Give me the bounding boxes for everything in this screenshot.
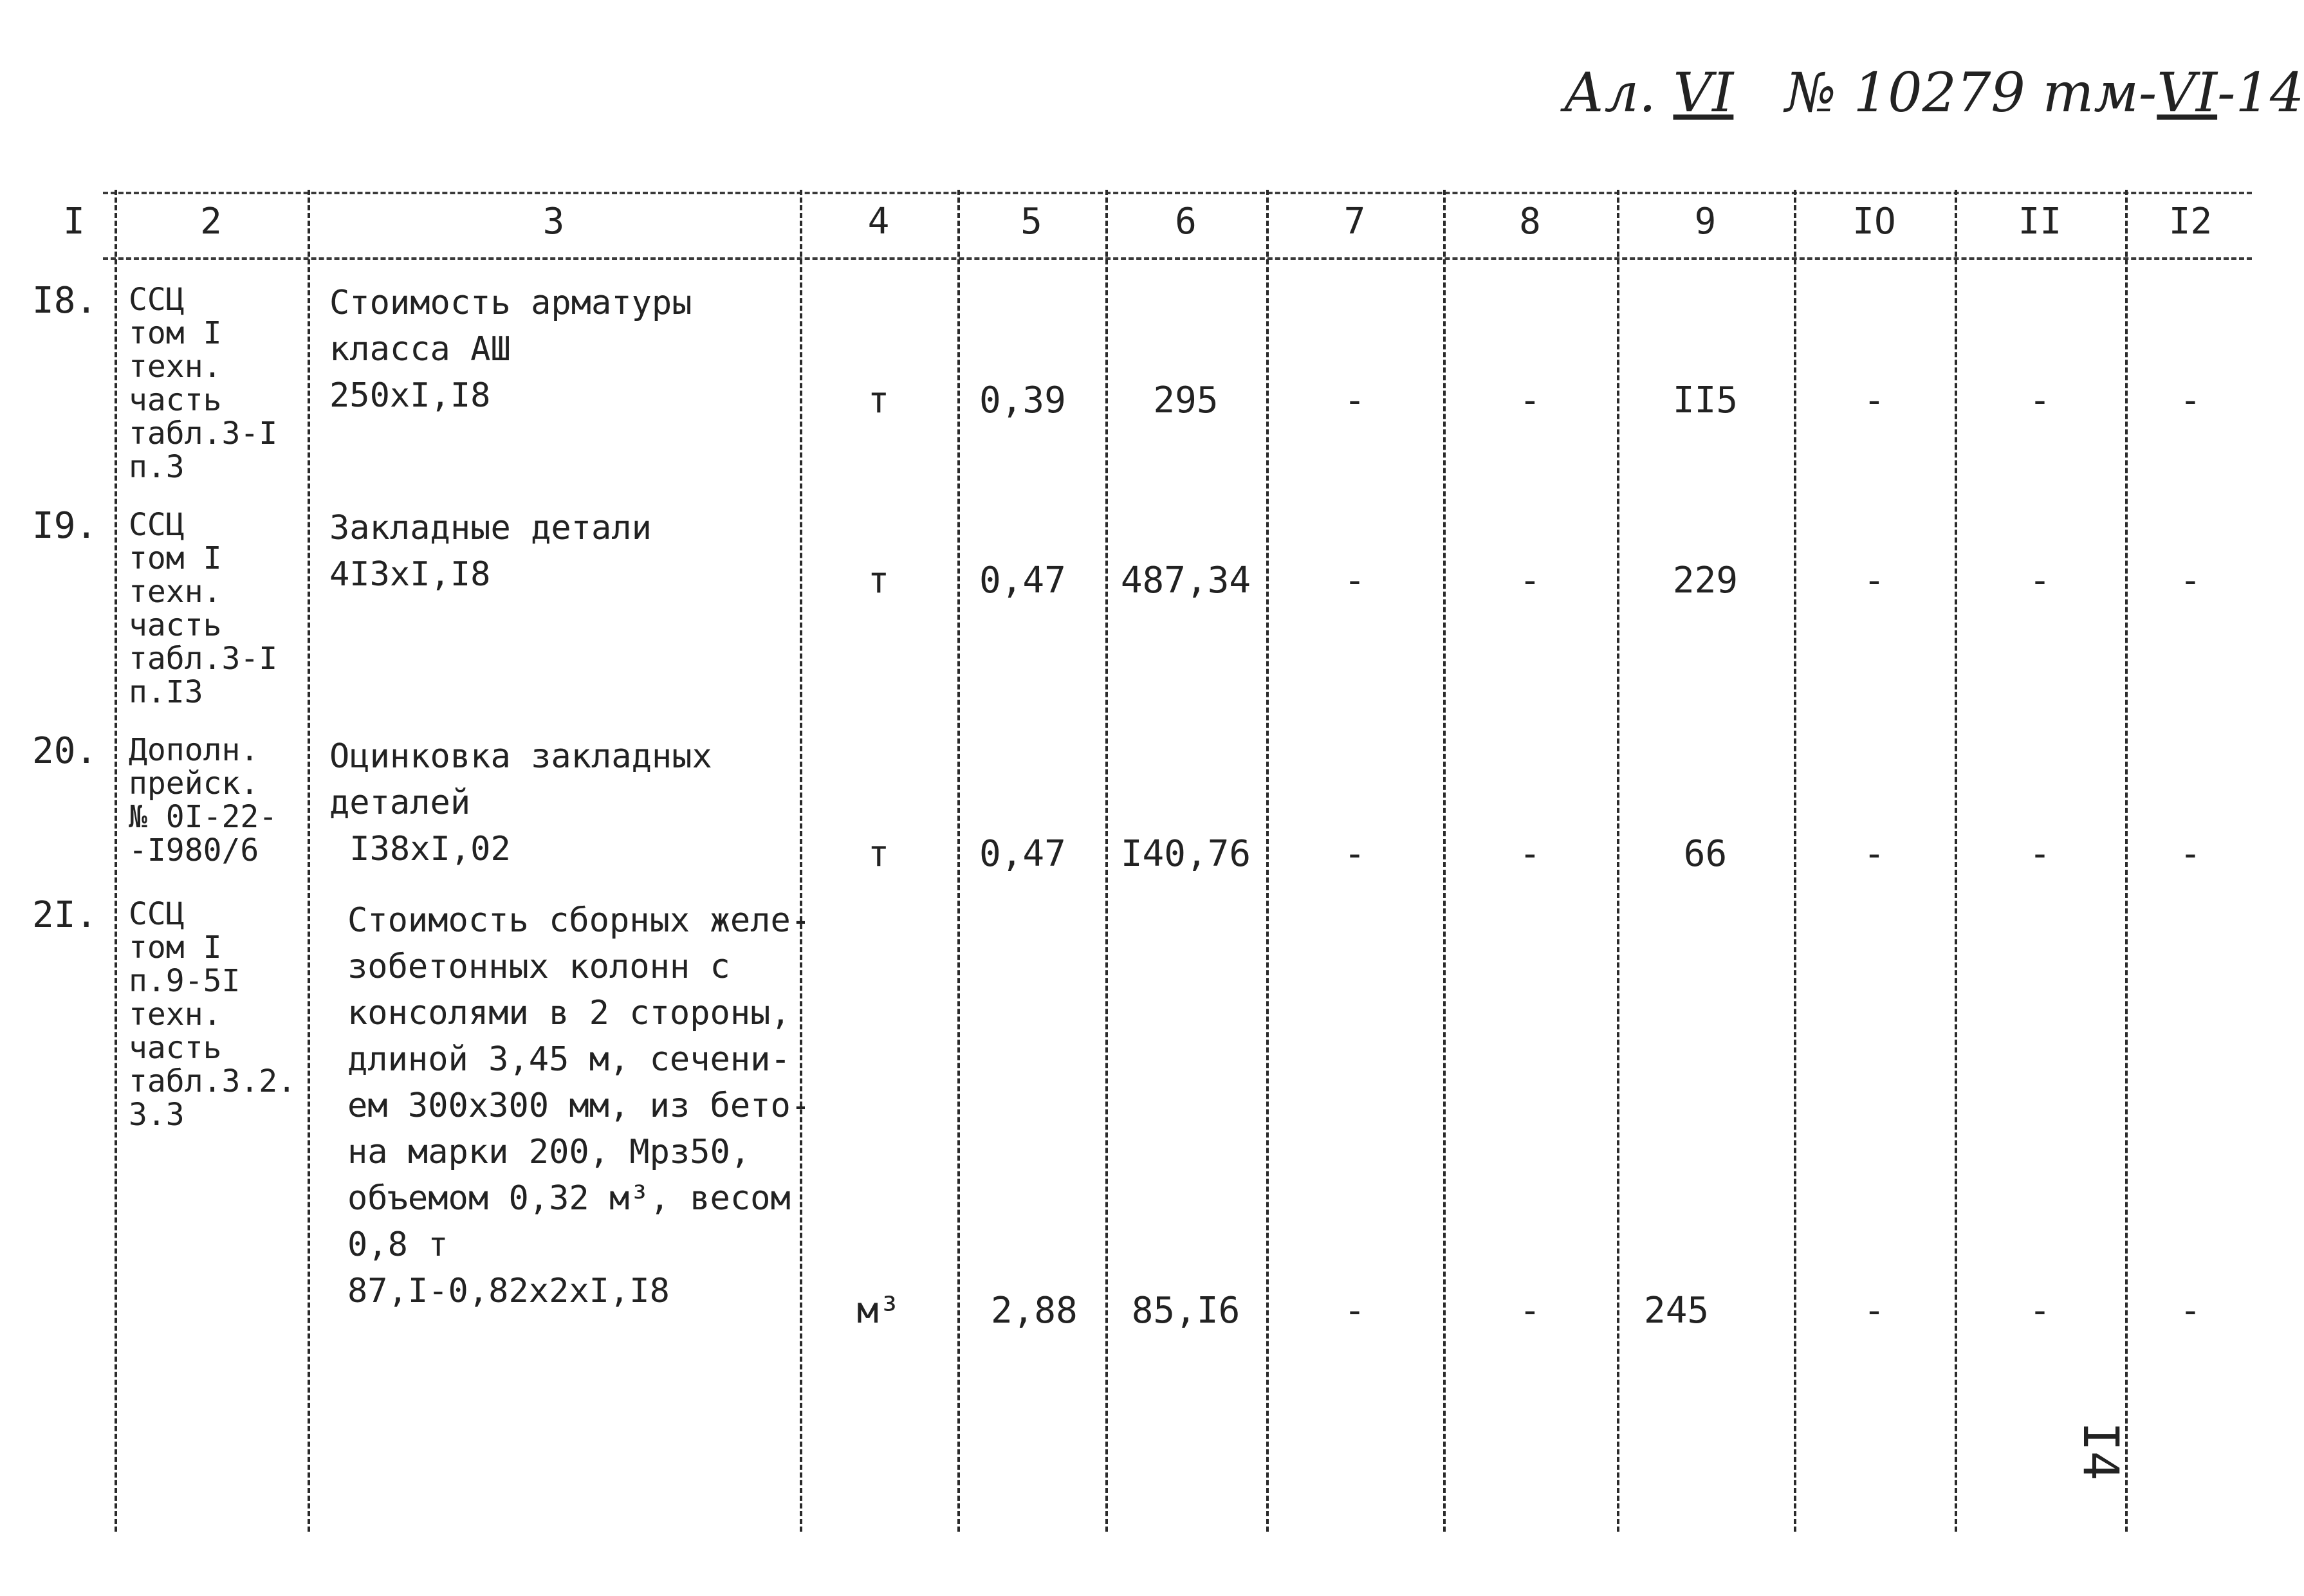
row-unit: т	[867, 833, 890, 875]
ref-sheet: VI	[1673, 61, 1734, 124]
row-col9: 66	[1683, 833, 1728, 875]
row-number: 20.	[32, 730, 98, 772]
ref-suffix: -14	[2217, 61, 2304, 124]
column-header-12: I2	[2168, 201, 2213, 243]
column-header-4: 4	[867, 201, 890, 243]
ref-sheet-2: VI	[2157, 61, 2218, 124]
row-source: ССЦ том I техн. часть табл.3-I п.3	[129, 282, 278, 485]
row-source: ССЦ том I техн. часть табл.3-I п.I3	[129, 507, 278, 710]
row-col9: 229	[1672, 560, 1738, 601]
row-col9: 245	[1644, 1290, 1710, 1332]
row-unit: т	[867, 380, 890, 421]
table-top-rule	[103, 192, 2252, 194]
row-unit: т	[867, 560, 890, 601]
row-col10: -	[1863, 560, 1885, 601]
row-col5: 0,39	[979, 380, 1066, 421]
column-header-7: 7	[1343, 201, 1366, 243]
column-header-10: IO	[1852, 201, 1896, 243]
row-col11: -	[2029, 380, 2051, 421]
column-header-2: 2	[200, 201, 222, 243]
ref-number: № 10279 тм-	[1785, 61, 2157, 124]
column-header-9: 9	[1694, 201, 1717, 243]
handwritten-sheet-reference	[1563, 61, 2304, 124]
row-col8: -	[1519, 833, 1541, 875]
row-col12: -	[2179, 833, 2202, 875]
row-col12: -	[2179, 1290, 2202, 1332]
row-col7: -	[1343, 560, 1366, 601]
row-col6: 85,I6	[1131, 1290, 1240, 1332]
row-source: ССЦ том I п.9-5I техн. часть табл.3.2. 3.3	[129, 896, 297, 1133]
column-divider	[957, 190, 960, 1532]
row-col5: 0,47	[979, 560, 1066, 601]
row-col11: -	[2029, 1290, 2051, 1332]
row-col5: 2,88	[991, 1290, 1078, 1332]
row-description: Стоимость арматуры класса АШ 250хI,I8	[329, 284, 692, 415]
row-col12: -	[2179, 380, 2202, 421]
row-description: Закладные детали 4I3хI,I8	[329, 509, 652, 594]
row-col11: -	[2029, 560, 2051, 601]
row-col10: -	[1863, 833, 1885, 875]
row-col6: 487,34	[1120, 560, 1251, 601]
row-col8: -	[1519, 1290, 1541, 1332]
row-col7: -	[1343, 833, 1366, 875]
row-col5: 0,47	[979, 833, 1066, 875]
row-number: I8.	[32, 280, 98, 322]
column-divider	[115, 190, 117, 1532]
row-col12: -	[2179, 560, 2202, 601]
column-header-8: 8	[1519, 201, 1541, 243]
row-col8: -	[1519, 560, 1541, 601]
row-number: 2I.	[32, 894, 98, 936]
column-header-6: 6	[1175, 201, 1197, 243]
column-header-11: II	[2018, 201, 2062, 243]
row-col11: -	[2029, 833, 2051, 875]
row-description: Оцинковка закладных деталей I38хI,02	[329, 737, 712, 868]
row-col10: -	[1863, 1290, 1885, 1332]
row-col6: 295	[1153, 380, 1219, 421]
column-divider	[308, 190, 310, 1532]
row-col10: -	[1863, 380, 1885, 421]
column-header-1: I	[63, 201, 85, 243]
row-col7: -	[1343, 380, 1366, 421]
column-header-3: 3	[542, 201, 565, 243]
ref-prefix: Ал.	[1563, 61, 1656, 124]
row-unit: м³	[856, 1290, 901, 1332]
page-number: I4	[2072, 1422, 2130, 1481]
row-col7: -	[1343, 1290, 1366, 1332]
row-col8: -	[1519, 380, 1541, 421]
row-col6: I40,76	[1120, 833, 1251, 875]
column-header-5: 5	[1020, 201, 1042, 243]
row-col9: II5	[1672, 380, 1738, 421]
table-header-rule	[103, 257, 2252, 260]
row-number: I9.	[32, 505, 98, 547]
row-source: Дополн. прейск. № 0I-22- -I980/6	[129, 732, 278, 868]
row-description: Стоимость сборных желе- зобетонных колонн с консолями в 2 стороны, длиной 3,45 м, сечени- ем 300х300 мм, из бето- на марки 200, Мрз50, объемом 0,32 м³, весом 0,8 т 87,I-0,82х2хI,I8	[347, 901, 811, 1310]
